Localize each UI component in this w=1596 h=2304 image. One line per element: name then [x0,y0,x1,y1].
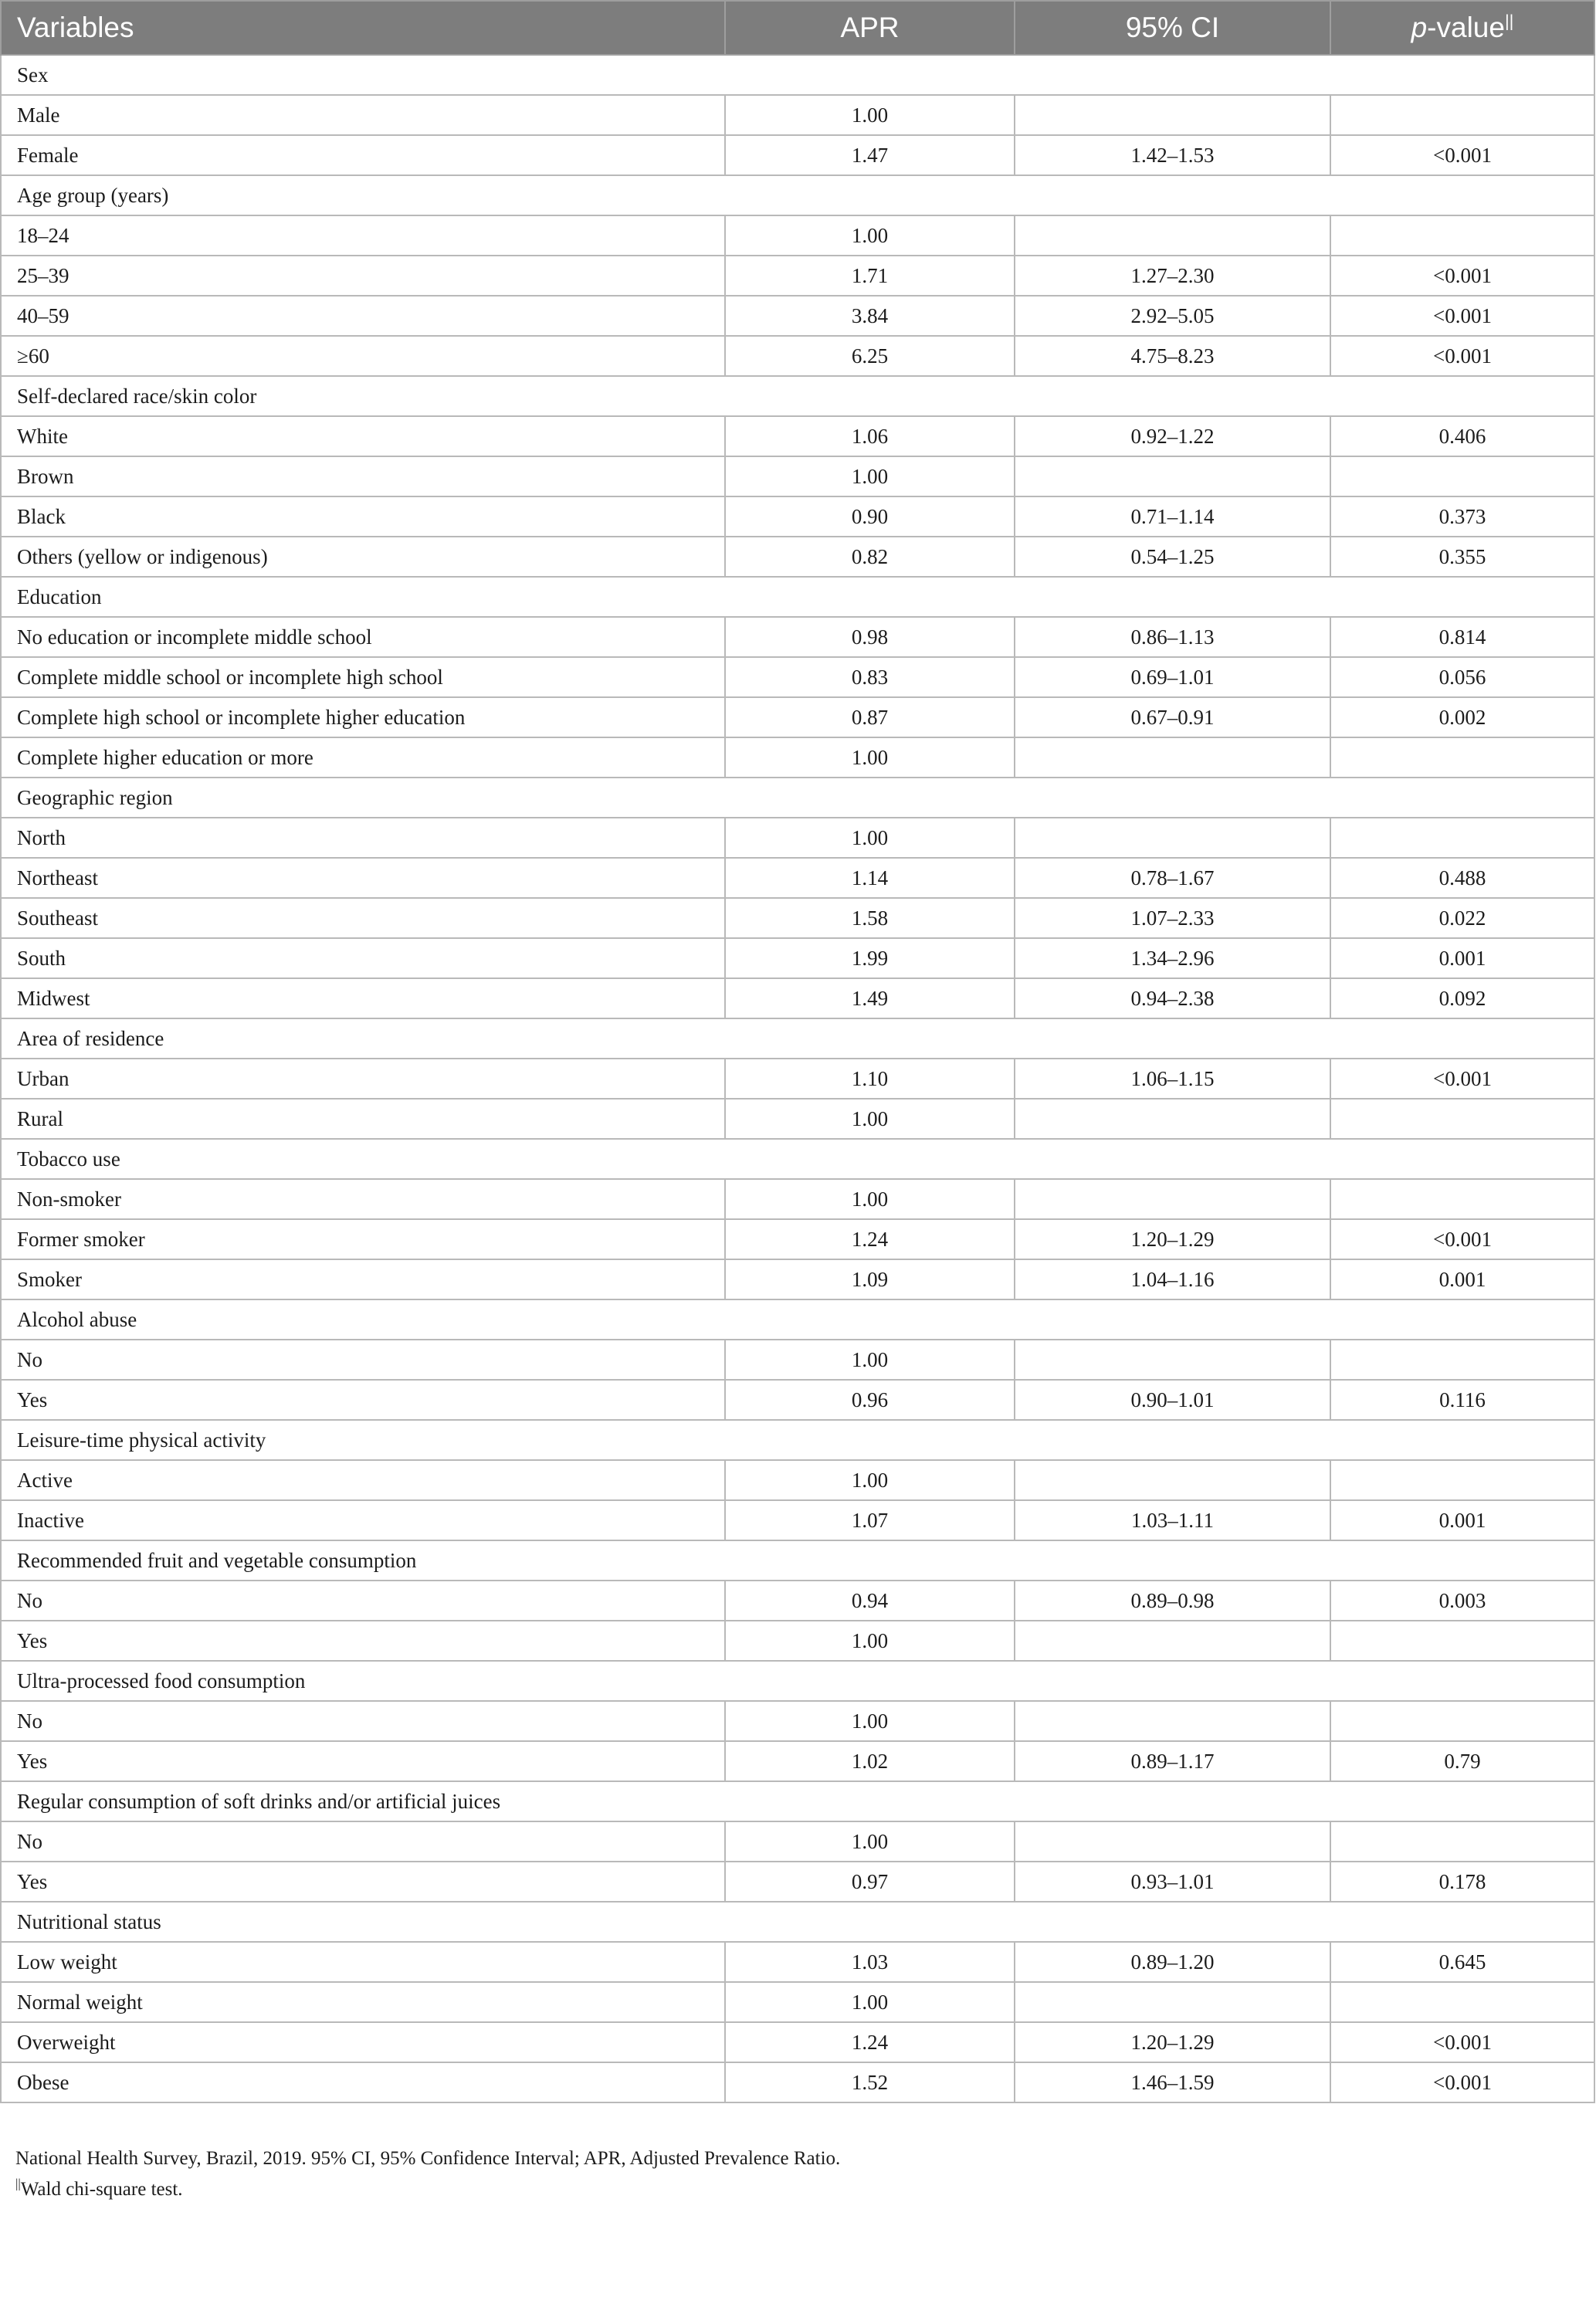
table-row [1,1581,1594,1621]
variable-cell: Yes [1,1621,725,1661]
table-row [1,1862,1594,1902]
apr-cell: 1.00 [725,818,1015,858]
table-row [1,1741,1594,1781]
table-row [1,737,1594,778]
table-row [1,256,1594,296]
apr-cell: 0.96 [725,1380,1015,1420]
variable-cell: Yes [1,1380,725,1420]
apr-cell: 1.00 [725,95,1015,135]
footnote-source: National Health Survey, Brazil, 2019. 95% CI, 95% Confidence Interval; APR, Adjusted Prevalence Ratio. [15,2148,841,2169]
p-value-cell [1330,95,1594,135]
ci-cell [1015,95,1330,135]
ci-cell: 1.46–1.59 [1015,2062,1330,2102]
header-apr: APR [725,1,1015,55]
p-value-cell: 0.022 [1330,898,1594,938]
header-p-italic: p [1411,12,1428,43]
footnote-test [15,2176,183,2201]
table-row [1,1942,1594,1982]
variable-cell: Active [1,1460,725,1500]
p-value-cell: <0.001 [1330,336,1594,376]
variable-cell: Smoker [1,1259,725,1299]
variable-cell: Rural [1,1099,725,1139]
group-row [1,1420,1594,1460]
ci-cell: 1.04–1.16 [1015,1259,1330,1299]
ci-cell: 2.92–5.05 [1015,296,1330,336]
apr-cell: 1.52 [725,2062,1015,2102]
apr-cell: 1.00 [725,1982,1015,2022]
table-row [1,1982,1594,2022]
footnote-mark: || [15,2176,21,2191]
group-label: Geographic region [1,778,1594,818]
apr-cell: 0.97 [725,1862,1015,1902]
ci-cell: 1.27–2.30 [1015,256,1330,296]
ci-cell: 0.71–1.14 [1015,496,1330,537]
table-row [1,1460,1594,1500]
variable-cell: Urban [1,1059,725,1099]
group-label: Leisure-time physical activity [1,1420,1594,1460]
apr-cell: 1.02 [725,1741,1015,1781]
p-value-cell: 0.373 [1330,496,1594,537]
variable-cell: Complete higher education or more [1,737,725,778]
p-value-cell: 0.178 [1330,1862,1594,1902]
p-value-cell [1330,1099,1594,1139]
p-value-cell: <0.001 [1330,256,1594,296]
ci-cell: 1.20–1.29 [1015,1219,1330,1259]
apr-cell: 3.84 [725,296,1015,336]
variable-cell: Yes [1,1862,725,1902]
p-value-cell [1330,456,1594,496]
table-row [1,1701,1594,1741]
ci-cell: 0.89–1.17 [1015,1741,1330,1781]
p-value-cell: 0.092 [1330,978,1594,1018]
p-value-cell: 0.003 [1330,1581,1594,1621]
ci-cell: 1.07–2.33 [1015,898,1330,938]
ci-cell: 0.90–1.01 [1015,1380,1330,1420]
apr-cell: 1.49 [725,978,1015,1018]
variable-cell: South [1,938,725,978]
p-value-cell: 0.355 [1330,537,1594,577]
ci-cell [1015,1701,1330,1741]
ci-cell: 1.06–1.15 [1015,1059,1330,1099]
ci-cell: 0.92–1.22 [1015,416,1330,456]
group-row [1,175,1594,215]
group-row [1,376,1594,416]
ci-cell: 0.69–1.01 [1015,657,1330,697]
variable-cell: Inactive [1,1500,725,1540]
apr-cell: 1.00 [725,215,1015,256]
variable-cell: Complete high school or incomplete higher education [1,697,725,737]
apr-cell: 1.10 [725,1059,1015,1099]
ci-cell: 1.34–2.96 [1015,938,1330,978]
ci-cell [1015,1821,1330,1862]
p-value-cell: 0.002 [1330,697,1594,737]
table-body [1,55,1594,2102]
ci-cell [1015,737,1330,778]
variable-cell: Low weight [1,1942,725,1982]
apr-cell: 0.82 [725,537,1015,577]
variable-cell: 18–24 [1,215,725,256]
group-row [1,1540,1594,1581]
p-value-cell [1330,1621,1594,1661]
apr-cell: 1.00 [725,1821,1015,1862]
ci-cell [1015,1099,1330,1139]
table-row [1,818,1594,858]
ci-cell [1015,1621,1330,1661]
table-row [1,496,1594,537]
table-row [1,456,1594,496]
table-row [1,1059,1594,1099]
header-p-value [1330,1,1594,55]
ci-cell: 0.89–1.20 [1015,1942,1330,1982]
variable-cell: Southeast [1,898,725,938]
variable-cell: ≥60 [1,336,725,376]
group-row [1,55,1594,95]
apr-cell: 1.71 [725,256,1015,296]
variable-cell: Female [1,135,725,175]
variable-cell: North [1,818,725,858]
apr-cell: 1.00 [725,1179,1015,1219]
p-value-cell: 0.001 [1330,1500,1594,1540]
p-value-cell [1330,215,1594,256]
apr-cell: 1.06 [725,416,1015,456]
ci-cell [1015,1982,1330,2022]
table-row [1,697,1594,737]
p-value-cell: 0.79 [1330,1741,1594,1781]
variable-cell: Former smoker [1,1219,725,1259]
table-row [1,1500,1594,1540]
group-label: Tobacco use [1,1139,1594,1179]
apr-cell: 1.00 [725,1701,1015,1741]
ci-cell: 1.20–1.29 [1015,2022,1330,2062]
apr-cell: 1.14 [725,858,1015,898]
variable-cell: White [1,416,725,456]
variable-cell: Obese [1,2062,725,2102]
apr-cell: 1.03 [725,1942,1015,1982]
apr-cell: 1.07 [725,1500,1015,1540]
ci-cell: 0.94–2.38 [1015,978,1330,1018]
table-row [1,135,1594,175]
apr-cell: 1.09 [725,1259,1015,1299]
p-value-cell [1330,737,1594,778]
ci-cell: 1.03–1.11 [1015,1500,1330,1540]
apr-cell: 1.00 [725,1621,1015,1661]
variable-cell: Midwest [1,978,725,1018]
p-value-cell: <0.001 [1330,296,1594,336]
p-value-cell: 0.814 [1330,617,1594,657]
group-row [1,1139,1594,1179]
p-value-cell [1330,1982,1594,2022]
p-value-cell: 0.001 [1330,938,1594,978]
p-value-cell [1330,1340,1594,1380]
table-row [1,938,1594,978]
table-row [1,1099,1594,1139]
apr-cell: 1.99 [725,938,1015,978]
ci-cell: 1.42–1.53 [1015,135,1330,175]
variable-cell: Normal weight [1,1982,725,2022]
variable-cell: Male [1,95,725,135]
apr-cell: 1.58 [725,898,1015,938]
table-row [1,1340,1594,1380]
header-p-footnote-mark: || [1504,11,1514,31]
group-label: Age group (years) [1,175,1594,215]
apr-cell: 6.25 [725,336,1015,376]
group-row [1,577,1594,617]
p-value-cell [1330,1821,1594,1862]
variable-cell: 40–59 [1,296,725,336]
apr-cell: 0.83 [725,657,1015,697]
ci-cell [1015,1340,1330,1380]
group-label: Regular consumption of soft drinks and/or artificial juices [1,1781,1594,1821]
p-value-cell: 0.488 [1330,858,1594,898]
ci-cell [1015,818,1330,858]
group-row [1,778,1594,818]
ci-cell: 0.78–1.67 [1015,858,1330,898]
table-row [1,1380,1594,1420]
p-value-cell: <0.001 [1330,1059,1594,1099]
apr-cell: 1.00 [725,737,1015,778]
group-row [1,1781,1594,1821]
table-row [1,215,1594,256]
table-row [1,336,1594,376]
group-label: Alcohol abuse [1,1299,1594,1340]
p-value-cell: <0.001 [1330,1219,1594,1259]
apr-cell: 1.00 [725,456,1015,496]
ci-cell: 0.67–0.91 [1015,697,1330,737]
table-row [1,416,1594,456]
table-row [1,537,1594,577]
table-row [1,95,1594,135]
table-row [1,858,1594,898]
variable-cell: No [1,1701,725,1741]
p-value-cell [1330,1460,1594,1500]
header-ci: 95% CI [1015,1,1330,55]
footnote-test-text: Wald chi-square test. [20,2179,183,2200]
p-value-cell: 0.645 [1330,1942,1594,1982]
variable-cell: No [1,1581,725,1621]
p-value-cell: <0.001 [1330,2022,1594,2062]
variable-cell: Black [1,496,725,537]
ci-cell [1015,1179,1330,1219]
apr-cell: 0.94 [725,1581,1015,1621]
p-value-cell: 0.406 [1330,416,1594,456]
table-row [1,1219,1594,1259]
variable-cell: Overweight [1,2022,725,2062]
variable-cell: No [1,1821,725,1862]
variable-cell: 25–39 [1,256,725,296]
table-row [1,2062,1594,2102]
apr-cell: 1.00 [725,1340,1015,1380]
header-variables: Variables [1,1,725,55]
variable-cell: Non-smoker [1,1179,725,1219]
table-row [1,296,1594,336]
p-value-cell [1330,1179,1594,1219]
variable-cell: Brown [1,456,725,496]
group-row [1,1661,1594,1701]
group-label: Recommended fruit and vegetable consumption [1,1540,1594,1581]
group-label: Ultra-processed food consumption [1,1661,1594,1701]
variable-cell: Northeast [1,858,725,898]
apr-cell: 1.00 [725,1460,1015,1500]
ci-cell: 0.93–1.01 [1015,1862,1330,1902]
ci-cell: 0.89–0.98 [1015,1581,1330,1621]
header-row [1,1,1594,55]
table-row [1,1179,1594,1219]
group-row [1,1018,1594,1059]
variable-cell: Complete middle school or incomplete high school [1,657,725,697]
table-row [1,1259,1594,1299]
table-row [1,898,1594,938]
header-p-rest: -value [1427,12,1505,43]
table-row [1,2022,1594,2062]
apr-cell: 0.90 [725,496,1015,537]
table-row [1,1821,1594,1862]
apr-cell: 0.87 [725,697,1015,737]
apr-cell: 1.24 [725,1219,1015,1259]
table-row [1,657,1594,697]
p-value-cell [1330,1701,1594,1741]
ci-cell: 4.75–8.23 [1015,336,1330,376]
ci-cell [1015,1460,1330,1500]
group-label: Sex [1,55,1594,95]
table-row [1,1621,1594,1661]
ci-cell: 0.86–1.13 [1015,617,1330,657]
group-label: Nutritional status [1,1902,1594,1942]
table-row [1,978,1594,1018]
variable-cell: Yes [1,1741,725,1781]
group-label: Self-declared race/skin color [1,376,1594,416]
variable-cell: No education or incomplete middle school [1,617,725,657]
variable-cell: No [1,1340,725,1380]
apr-cell: 1.00 [725,1099,1015,1139]
group-label: Area of residence [1,1018,1594,1059]
p-value-cell [1330,818,1594,858]
table-row [1,617,1594,657]
p-value-cell: 0.056 [1330,657,1594,697]
ci-cell [1015,215,1330,256]
ci-cell: 0.54–1.25 [1015,537,1330,577]
group-row [1,1299,1594,1340]
group-label: Education [1,577,1594,617]
p-value-cell: <0.001 [1330,135,1594,175]
variable-cell: Others (yellow or indigenous) [1,537,725,577]
p-value-cell: 0.001 [1330,1259,1594,1299]
table-header [1,1,1594,55]
apr-cell: 0.98 [725,617,1015,657]
apr-cell: 1.47 [725,135,1015,175]
group-row [1,1902,1594,1942]
p-value-cell: <0.001 [1330,2062,1594,2102]
apr-cell: 1.24 [725,2022,1015,2062]
p-value-cell: 0.116 [1330,1380,1594,1420]
ci-cell [1015,456,1330,496]
